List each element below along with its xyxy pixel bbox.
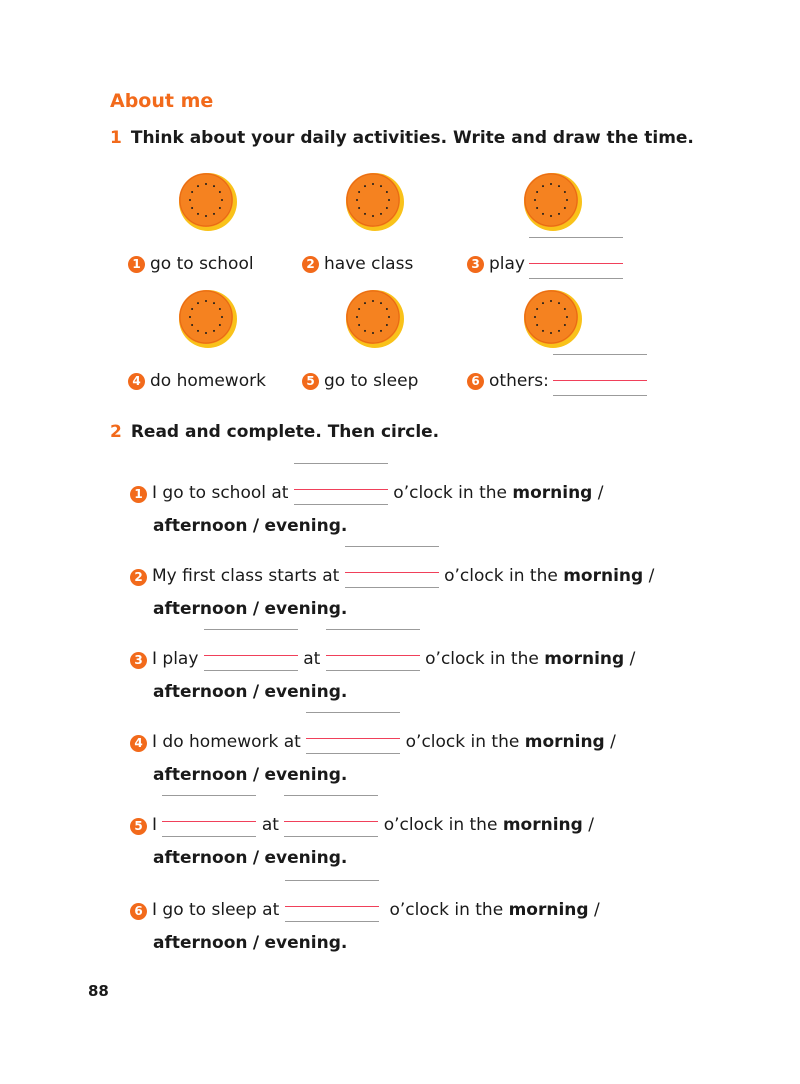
choice-morning[interactable]: morning (524, 732, 605, 752)
answer-blank[interactable] (553, 373, 647, 389)
choice-afternoon[interactable]: afternoon (153, 599, 248, 619)
sentence-text: I (152, 815, 158, 835)
activity-label: go to school (150, 254, 254, 274)
answer-blank[interactable] (285, 899, 379, 915)
task1-heading (110, 128, 694, 148)
choice-morning[interactable]: morning (512, 483, 593, 503)
slash: / (648, 566, 655, 586)
slash: / (252, 682, 260, 702)
activity-item (302, 254, 413, 274)
slash: / (629, 649, 636, 669)
activity-label: go to sleep (324, 371, 419, 391)
sentence-text: o’clock in the (444, 566, 558, 586)
number-badge: 2 (302, 256, 319, 273)
number-badge: 1 (128, 256, 145, 273)
activity-label: have class (324, 254, 414, 274)
sentence-4 (130, 726, 616, 792)
sentence-1 (130, 477, 604, 543)
sentence-text: My first class starts at (152, 566, 340, 586)
choice-morning[interactable]: morning (508, 900, 589, 920)
number-badge: 5 (130, 818, 147, 835)
answer-blank[interactable] (345, 565, 439, 581)
sentence-text: o’clock in the (425, 649, 539, 669)
period: . (340, 933, 348, 953)
sentence-text: o’clock in the (383, 815, 498, 835)
number-badge: 6 (467, 373, 484, 390)
number-badge: 2 (130, 569, 147, 586)
sentence-text: o’clock in the (389, 900, 504, 920)
slash: / (593, 900, 600, 920)
clock-icon[interactable] (523, 172, 583, 232)
choice-afternoon[interactable]: afternoon (153, 516, 248, 536)
clock-icon[interactable] (178, 289, 238, 349)
task2-heading (110, 422, 439, 442)
answer-blank[interactable] (162, 814, 256, 830)
choice-evening[interactable]: evening (264, 933, 341, 953)
clock-icon[interactable] (345, 289, 405, 349)
number-badge: 4 (130, 735, 147, 752)
sentence-text: I go to sleep at (152, 900, 280, 920)
section-title: About me (110, 90, 214, 112)
activity-item (467, 371, 647, 391)
sentence-text: o’clock in the (405, 732, 520, 752)
sentence-3 (130, 643, 635, 709)
answer-blank[interactable] (294, 482, 388, 498)
slash: / (597, 483, 604, 503)
sentence-6 (130, 894, 600, 960)
answer-blank[interactable] (529, 256, 623, 272)
sentence-text: I play (152, 649, 199, 669)
answer-blank[interactable] (204, 648, 298, 664)
number-badge: 6 (130, 903, 147, 920)
choice-afternoon[interactable]: afternoon (153, 848, 248, 868)
number-badge: 5 (302, 373, 319, 390)
choice-morning[interactable]: morning (563, 566, 644, 586)
activity-item (128, 254, 254, 274)
page-number: 88 (88, 982, 109, 1000)
slash: / (252, 599, 260, 619)
sentence-text: I go to school at (152, 483, 289, 503)
choice-evening[interactable]: evening (264, 765, 341, 785)
answer-blank[interactable] (326, 648, 420, 664)
answer-blank[interactable] (284, 814, 378, 830)
period: . (340, 682, 348, 702)
choice-morning[interactable]: morning (544, 649, 625, 669)
number-badge: 4 (128, 373, 145, 390)
slash: / (588, 815, 594, 835)
sentence-5 (130, 809, 594, 875)
activity-label: others: (489, 371, 549, 391)
answer-blank[interactable] (306, 731, 400, 747)
activity-item (128, 371, 266, 391)
activity-item (302, 371, 418, 391)
choice-evening[interactable]: evening (264, 599, 341, 619)
choice-afternoon[interactable]: afternoon (153, 682, 248, 702)
sentence-text: at (303, 649, 321, 669)
choice-evening[interactable]: evening (264, 848, 341, 868)
task2-instruction: Read and complete. Then circle. (130, 422, 440, 442)
number-badge: 3 (130, 652, 147, 669)
slash: / (252, 516, 260, 536)
period: . (340, 848, 348, 868)
slash: / (252, 848, 260, 868)
clock-icon[interactable] (345, 172, 405, 232)
sentence-text: at (261, 815, 279, 835)
activity-item (467, 254, 623, 274)
period: . (340, 599, 348, 619)
number-badge: 1 (130, 486, 147, 503)
clock-icon[interactable] (523, 289, 583, 349)
choice-afternoon[interactable]: afternoon (153, 765, 248, 785)
sentence-text: I do homework at (152, 732, 301, 752)
period: . (340, 765, 348, 785)
task1-number: 1 (110, 128, 122, 148)
task1-instruction: Think about your daily activities. Write and draw the time. (130, 128, 694, 148)
slash: / (252, 933, 260, 953)
clock-icon[interactable] (178, 172, 238, 232)
sentence-text: o’clock in the (393, 483, 507, 503)
sentence-2 (130, 560, 654, 626)
activity-label: do homework (150, 371, 266, 391)
slash: / (252, 765, 260, 785)
choice-afternoon[interactable]: afternoon (153, 933, 248, 953)
task2-number: 2 (110, 422, 122, 442)
choice-evening[interactable]: evening (264, 516, 341, 536)
choice-evening[interactable]: evening (264, 682, 341, 702)
slash: / (610, 732, 616, 752)
activity-label: play (489, 254, 525, 274)
period: . (340, 516, 348, 536)
number-badge: 3 (467, 256, 484, 273)
choice-morning[interactable]: morning (502, 815, 583, 835)
